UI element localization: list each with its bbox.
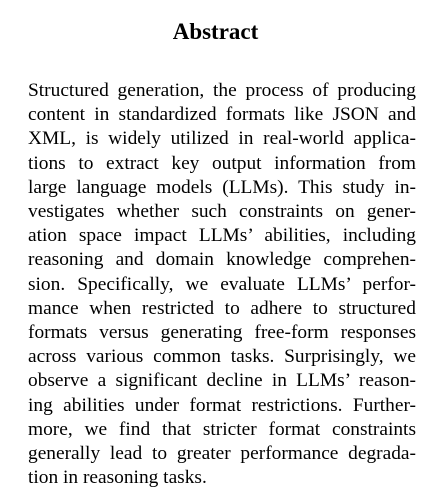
abstract-line: across various common tasks. Surprisingly, we — [28, 346, 416, 368]
abstract-line: observe a significant decline in LLMs’ reason- — [28, 370, 416, 392]
abstract-line: vestigates whether such constraints on gener- — [28, 201, 416, 223]
abstract-paragraph — [28, 79, 416, 490]
abstract-line: more, we find that stricter format constraints — [28, 418, 416, 440]
abstract-line: content in standardized formats like JSON and — [28, 104, 416, 126]
abstract-line: XML, is widely utilized in real-world applica- — [28, 128, 416, 150]
abstract-line: generally lead to greater performance degrada- — [28, 443, 416, 465]
abstract-line: formats versus generating free-form responses — [28, 322, 416, 344]
abstract-line: ation space impact LLMs’ abilities, including — [28, 225, 416, 247]
abstract-line: tions to extract key output information from — [28, 152, 416, 174]
abstract-line: tion in reasoning tasks. — [28, 467, 207, 489]
abstract-line: ing abilities under format restrictions. Further- — [28, 394, 416, 416]
abstract-line: Structured generation, the process of producing — [28, 80, 416, 101]
abstract-line: sion. Specifically, we evaluate LLMs’ perfor- — [28, 273, 416, 295]
abstract-heading: Abstract — [172, 19, 259, 44]
abstract-line: reasoning and domain knowledge comprehen- — [28, 249, 416, 271]
abstract-line: mance when restricted to adhere to structured — [28, 297, 416, 319]
abstract-line: large language models (LLMs). This study in- — [28, 176, 416, 198]
